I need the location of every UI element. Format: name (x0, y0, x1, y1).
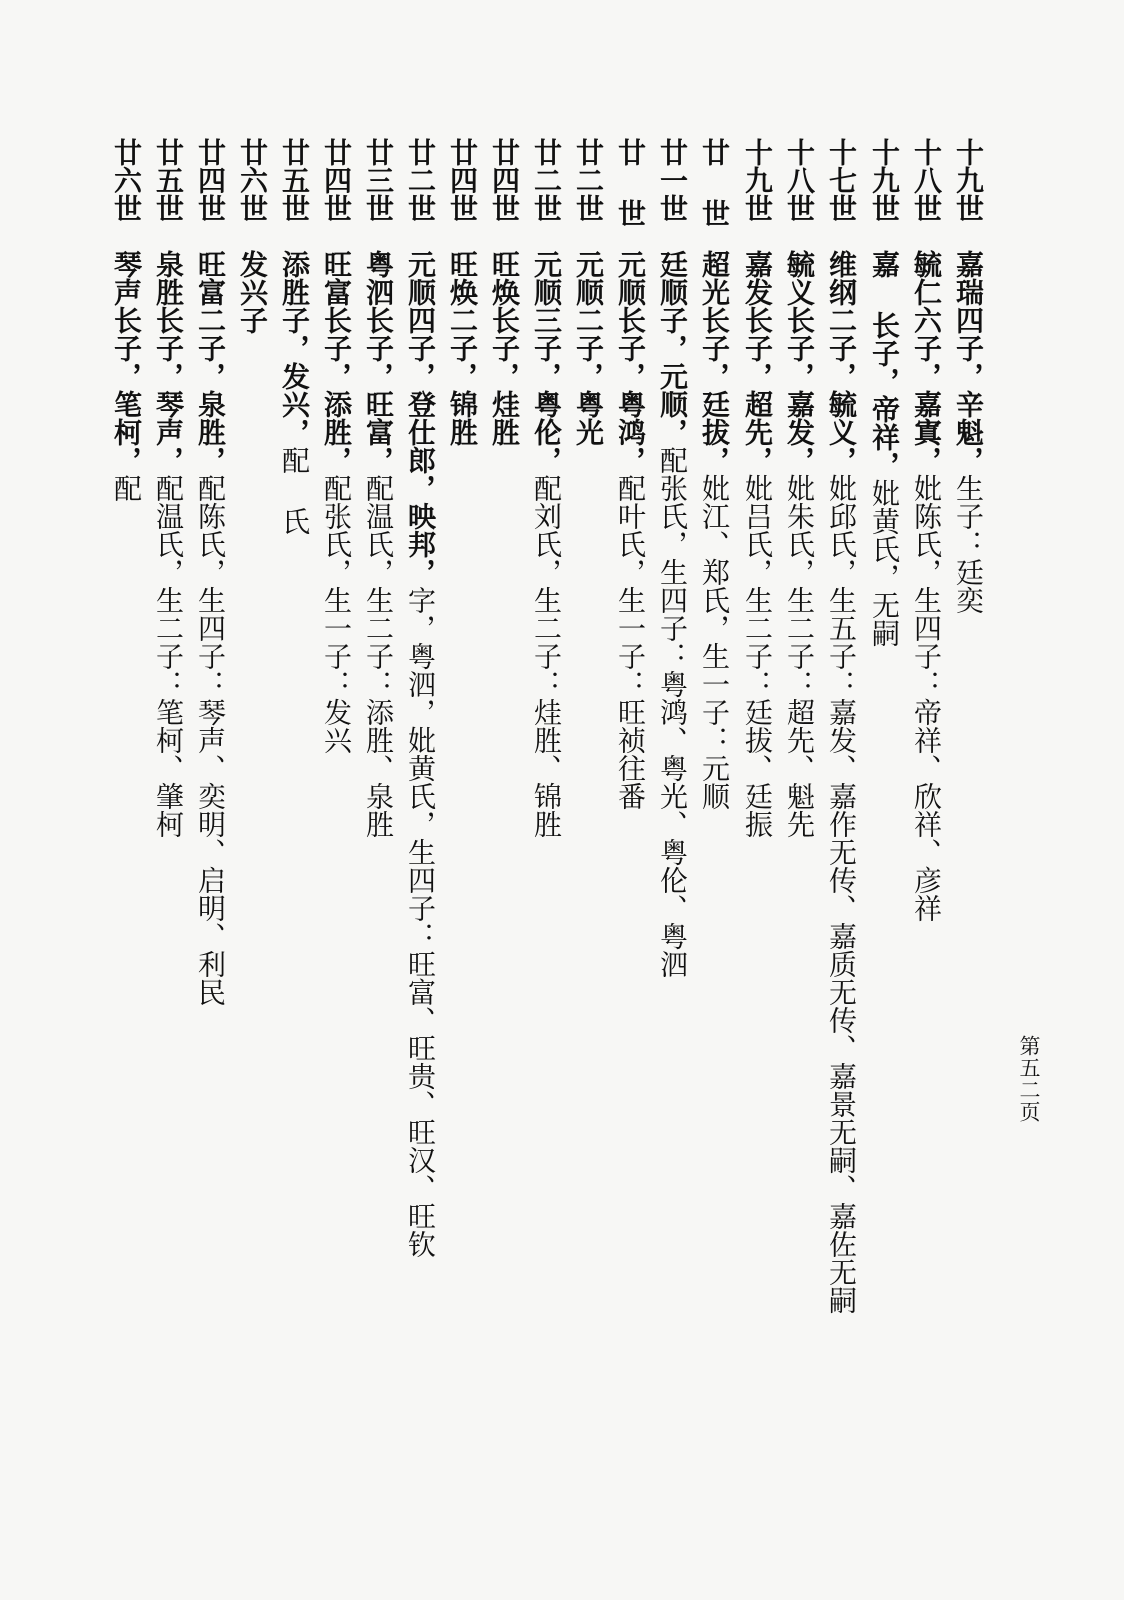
genealogy-column (106, 138, 146, 1238)
generation-label: 廿 世 (614, 138, 647, 227)
entry-head: 毓义长子，嘉发， (783, 250, 816, 474)
genealogy-column (821, 138, 861, 1314)
genealogy-column (694, 138, 734, 1238)
generation-label: 廿六世 (236, 138, 269, 222)
entry-head: 旺富长子，添胜， (320, 250, 353, 474)
entry-body: 配张氏，生一子：发兴 (320, 474, 353, 754)
genealogy-column (652, 138, 692, 1238)
entry-head: 元顺二子，粤光 (572, 250, 605, 446)
entry-body: 妣吕氏，生二子：廷拔、廷振 (741, 474, 774, 838)
entry-head: 嘉瑞四子，辛魁， (952, 250, 985, 474)
entry-body: 配 (110, 474, 143, 502)
entry-head: 琴声长子，笔柯， (110, 250, 143, 474)
entry-head: 嘉 长子，帝祥， (868, 250, 901, 479)
generation-label: 廿四世 (320, 138, 353, 222)
page-number: 第五二页 (1017, 1035, 1041, 1123)
entry-head: 泉胜长子，琴声， (152, 250, 185, 474)
entry-head: 旺焕长子，烓胜 (488, 250, 521, 446)
generation-label: 廿五世 (152, 138, 185, 222)
genealogy-column (737, 138, 777, 1238)
genealogy-column (526, 138, 566, 1238)
entry-body: 妣朱氏，生二子：超先、魁先 (783, 474, 816, 838)
entry-body: 配陈氏，生四子：琴声、奕明、启明、利民 (194, 474, 227, 1006)
genealogy-column (400, 138, 440, 1258)
entry-head: 元顺三子，粤伦， (530, 250, 563, 474)
genealogy-column (779, 138, 819, 1238)
entry-head: 发兴子 (236, 250, 269, 334)
entry-head: 毓仁六子，嘉寘， (910, 250, 943, 474)
genealogy-column (484, 138, 524, 1238)
entry-body: 妣邱氏，生五子：嘉发、嘉作无传、嘉质无传、嘉景无嗣、嘉佐无嗣 (825, 474, 858, 1314)
generation-label: 廿二世 (572, 138, 605, 222)
entry-head: 旺富二子，泉胜， (194, 250, 227, 474)
entry-head: 旺焕二子，锦胜 (446, 250, 479, 446)
genealogy-column (610, 138, 650, 1238)
generation-label: 十九世 (868, 138, 901, 222)
genealogy-column (568, 138, 608, 1238)
genealogy-column (316, 138, 356, 1238)
entry-head: 廷顺子，元顺， (656, 250, 689, 446)
entry-head: 超光长子，廷拔， (698, 250, 731, 474)
entry-head: 元顺长子，粤鸿， (614, 250, 647, 474)
generation-label: 十八世 (910, 138, 943, 222)
entry-body: 字，粤泗，妣黄氏，生四子：旺富、旺贵、旺汉、旺钦 (404, 586, 437, 1258)
generation-label: 廿 世 (698, 138, 731, 227)
entry-body: 配张氏，生四子：粤鸿、粤光、粤伦、粤泗 (656, 446, 689, 978)
entry-body: 妣江、郑氏，生一子：元顺 (698, 474, 731, 810)
generation-label: 廿二世 (530, 138, 563, 222)
entry-head: 元顺四子，登仕郎，映邦， (404, 250, 437, 586)
entry-head: 粤泗长子，旺富， (362, 250, 395, 474)
generation-label: 廿二世 (404, 138, 437, 222)
generation-label: 廿四世 (446, 138, 479, 222)
entry-head: 维纲二子，毓义， (825, 250, 858, 474)
generation-label: 十九世 (741, 138, 774, 222)
entry-body: 配刘氏，生二子：烓胜、锦胜 (530, 474, 563, 838)
entry-head: 添胜子，发兴， (278, 250, 311, 446)
generation-label: 十七世 (825, 138, 858, 222)
entry-body: 生子：廷奕 (952, 474, 985, 614)
generation-label: 廿五世 (278, 138, 311, 222)
entry-body: 妣陈氏，生四子：帝祥、欣祥、彦祥 (910, 474, 943, 922)
generation-label: 廿三世 (362, 138, 395, 222)
entry-body: 配温氏，生二子：笔柯、肇柯 (152, 474, 185, 838)
entry-body: 妣黄氏，无嗣 (868, 479, 901, 647)
genealogy-column (232, 138, 272, 1238)
generation-label: 廿四世 (194, 138, 227, 222)
genealogy-column (274, 138, 314, 1238)
generation-label: 十九世 (952, 138, 985, 222)
genealogy-column (948, 138, 988, 1238)
generation-label: 十八世 (783, 138, 816, 222)
entry-head: 嘉发长子，超先， (741, 250, 774, 474)
entry-body: 配叶氏，生一子：旺祯往番 (614, 474, 647, 810)
genealogy-column (190, 138, 230, 1238)
entry-body: 配温氏，生二子：添胜、泉胜 (362, 474, 395, 838)
genealogy-column (358, 138, 398, 1238)
genealogy-column (864, 138, 904, 1238)
genealogy-column (148, 138, 188, 1238)
genealogy-column (442, 138, 482, 1238)
generation-label: 廿一世 (656, 138, 689, 222)
generation-label: 廿六世 (110, 138, 143, 222)
entry-body: 配 氏 (278, 446, 311, 535)
genealogy-column (906, 138, 946, 1238)
generation-label: 廿四世 (488, 138, 521, 222)
